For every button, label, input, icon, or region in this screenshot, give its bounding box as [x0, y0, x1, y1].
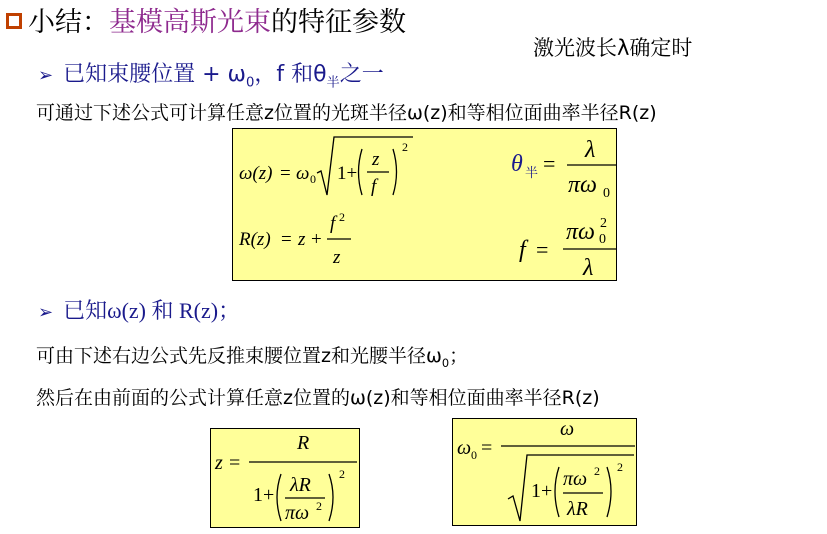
- svg-text:πω: πω: [568, 172, 597, 198]
- svg-text:=: =: [229, 452, 241, 474]
- svg-text:λ: λ: [585, 137, 596, 163]
- svg-text:2: 2: [594, 464, 600, 478]
- bullet-1-text-b: ，f 和θ: [254, 62, 327, 87]
- bullet-1-sub-half: 半: [326, 75, 340, 91]
- svg-text:+: +: [311, 229, 322, 250]
- bullet-1-text-a: 已知束腰位置 + ω: [63, 62, 246, 87]
- svg-text:λR: λR: [290, 474, 311, 496]
- svg-text:z: z: [215, 452, 223, 474]
- title-highlight: 基模高斯光束: [109, 7, 271, 38]
- svg-text:1+: 1+: [531, 480, 553, 502]
- svg-text:=: =: [543, 151, 556, 176]
- svg-text:λ: λ: [583, 255, 594, 281]
- line-2: [36, 343, 468, 376]
- slide-title: [6, 6, 406, 40]
- svg-text:0: 0: [310, 172, 316, 186]
- formula-box-beam-svg: [233, 129, 618, 282]
- svg-text:2: 2: [339, 467, 345, 481]
- svg-text:1+: 1+: [253, 484, 275, 506]
- arrow-bullet-icon: ➢: [38, 302, 54, 323]
- svg-text:ω: ω: [457, 437, 472, 459]
- title-suffix: 的特征参数: [271, 7, 406, 38]
- svg-text:πω: πω: [285, 502, 310, 524]
- wavelength-note: 激光波长λ确定时: [533, 36, 693, 60]
- svg-text:0: 0: [599, 232, 606, 247]
- arrow-bullet-icon: ➢: [38, 65, 54, 86]
- bullet-1: [38, 60, 384, 98]
- bullet-2: [38, 296, 240, 328]
- formula-box-omega0-svg: [453, 419, 638, 527]
- formula-box-beam: [232, 128, 617, 281]
- bullet-1-sub0: 0: [245, 75, 255, 91]
- svg-text:=: =: [536, 237, 549, 262]
- svg-text:f: f: [330, 213, 336, 234]
- svg-text:2: 2: [339, 210, 345, 224]
- svg-text:z: z: [298, 229, 306, 250]
- svg-text:θ: θ: [511, 151, 523, 177]
- formula-box-omega0: [452, 418, 637, 526]
- line-3: 然后在由前面的公式计算任意z位置的ω(z)和等相位面曲率半径R(z): [36, 387, 600, 409]
- formula-box-z-svg: [211, 429, 361, 529]
- line-2-sub: 0: [441, 355, 450, 370]
- svg-text:2: 2: [316, 499, 322, 513]
- svg-text:0: 0: [471, 448, 477, 462]
- title-prefix: 小结：: [28, 7, 109, 38]
- svg-text:ω: ω: [296, 163, 310, 184]
- svg-text:=: =: [281, 229, 292, 250]
- svg-text:πω: πω: [563, 468, 588, 490]
- formula-box-z: [210, 428, 360, 528]
- svg-text:R: R: [297, 432, 310, 454]
- svg-text:ω: ω: [560, 419, 575, 440]
- line-1: 可通过下述公式可计算任意z位置的光斑半径ω(z)和等相位面曲率半径R(z): [36, 102, 657, 124]
- svg-text:=: =: [481, 437, 493, 459]
- svg-text:0: 0: [603, 186, 610, 201]
- bullet-2-text-a: 已知: [63, 299, 108, 324]
- svg-text:f: f: [519, 237, 526, 263]
- svg-text:f: f: [371, 176, 377, 197]
- svg-text:2: 2: [600, 216, 607, 231]
- bullet-1-text-c: 之一: [339, 62, 384, 87]
- bullet-2-text-b: ω(z) 和 R(z)；: [107, 298, 241, 323]
- line-2-text: 可由下述右边公式先反推束腰位置z和光腰半径ω: [36, 345, 442, 367]
- line-2-end: ；: [449, 345, 469, 367]
- svg-text:=: =: [280, 163, 291, 184]
- svg-text:λR: λR: [567, 498, 588, 520]
- svg-text:半: 半: [525, 166, 539, 181]
- svg-text:2: 2: [402, 140, 408, 154]
- svg-text:z: z: [372, 149, 380, 170]
- svg-text:z: z: [333, 247, 341, 268]
- square-bullet-icon: [6, 13, 22, 29]
- svg-text:1+: 1+: [337, 163, 358, 184]
- svg-text:2: 2: [617, 460, 623, 474]
- svg-text:πω: πω: [566, 219, 595, 245]
- svg-text:ω(z): ω(z): [239, 163, 273, 184]
- svg-text:R(z): R(z): [239, 229, 271, 250]
